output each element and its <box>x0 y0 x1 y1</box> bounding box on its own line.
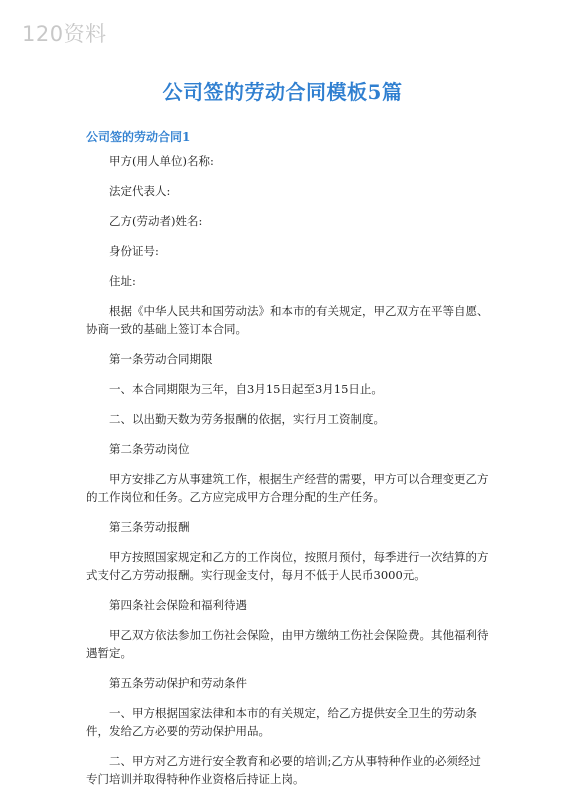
preamble-paragraph: 根据《中华人民共和国劳动法》和本市的有关规定，甲乙双方在平等自愿、协商一致的基础上签订本合同。 <box>86 304 489 336</box>
id-number-line: 身份证号: <box>109 244 159 258</box>
party-b-name-line: 乙方(劳动者)姓名: <box>109 214 203 228</box>
article-clause: 二、以出勤天数为劳务报酬的依据，实行月工资制度。 <box>109 412 385 426</box>
article-clause: 一、甲方根据国家法律和本市的有关规定，给乙方提供安全卫生的劳动条件，发给乙方必要的劳动保护用品。 <box>86 706 477 738</box>
section-heading: 公司签的劳动合同1 <box>86 130 191 144</box>
article-heading: 第五条劳动保护和劳动条件 <box>109 676 247 690</box>
document-body <box>86 152 490 800</box>
article-clause: 甲方安排乙方从事建筑工作，根据生产经营的需要，甲方可以合理变更乙方的工作岗位和任务。乙方应完成甲方合理分配的生产任务。 <box>86 472 489 504</box>
article-clause: 一、本合同期限为三年，自3月15日起至3月15日止。 <box>109 382 383 396</box>
address-line: 住址: <box>109 274 136 288</box>
watermark: 120资料 <box>22 22 107 46</box>
article-heading: 第四条社会保险和福利待遇 <box>109 598 247 612</box>
document-title: 公司签的劳动合同模板5篇 <box>162 80 403 104</box>
article-clause: 甲乙双方依法参加工伤社会保险，由甲方缴纳工伤社会保险费。其他福利待遇暂定。 <box>86 628 489 660</box>
article-clause: 二、甲方对乙方进行安全教育和必要的培训;乙方从事特种作业的必须经过专门培训并取得特种作业资格后持证上岗。 <box>86 754 481 786</box>
article-heading: 第二条劳动岗位 <box>109 442 190 456</box>
article-heading: 第一条劳动合同期限 <box>109 352 213 366</box>
article-clause: 甲方按照国家规定和乙方的工作岗位，按照月预付，每季进行一次结算的方式支付乙方劳动报酬。实行现金支付，每月不低于人民币3000元。 <box>86 550 489 582</box>
article-heading: 第三条劳动报酬 <box>109 520 190 534</box>
party-a-name-line: 甲方(用人单位)名称: <box>109 154 214 168</box>
legal-representative-line: 法定代表人: <box>109 184 171 198</box>
